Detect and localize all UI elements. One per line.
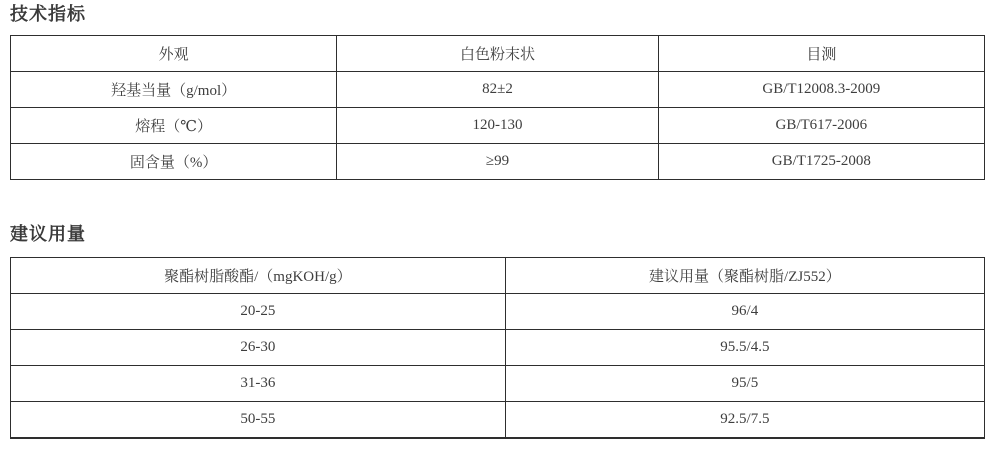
table-cell-ratio: 95.5/4.5 — [505, 330, 984, 366]
technical-specs-heading: 技术指标 — [10, 4, 86, 24]
table-cell-method: GB/T12008.3-2009 — [658, 72, 984, 108]
table-header-row — [11, 258, 985, 294]
table-row — [11, 366, 985, 402]
table-cell-property: 羟基当量（g/mol） — [11, 72, 337, 108]
table-row — [11, 330, 985, 366]
table-cell-value: ≥99 — [337, 144, 658, 180]
column-header-dosage: 建议用量（聚酯树脂/ZJ552） — [505, 258, 984, 294]
table-row — [11, 402, 985, 438]
table-row — [11, 72, 985, 108]
table-cell-property: 熔程（℃） — [11, 108, 337, 144]
table-row — [11, 144, 985, 180]
table-row — [11, 36, 985, 72]
technical-specs-table — [10, 35, 985, 180]
table-cell-ratio: 92.5/7.5 — [505, 402, 984, 438]
table-cell-ratio: 96/4 — [505, 294, 984, 330]
table-cell-property: 固含量（%） — [11, 144, 337, 180]
table-cell-property: 外观 — [11, 36, 337, 72]
table-cell-range: 50-55 — [11, 402, 506, 438]
table-cell-value: 白色粉末状 — [337, 36, 658, 72]
table-cell-ratio: 95/5 — [505, 366, 984, 402]
recommended-dosage-heading: 建议用量 — [10, 224, 86, 244]
column-header-acid-value: 聚酯树脂酸酯/（mgKOH/g） — [11, 258, 506, 294]
table-cell-range: 31-36 — [11, 366, 506, 402]
table-cell-method: GB/T617-2006 — [658, 108, 984, 144]
table-cell-range: 20-25 — [11, 294, 506, 330]
table-row — [11, 294, 985, 330]
recommended-dosage-table — [10, 257, 985, 439]
table-cell-value: 82±2 — [337, 72, 658, 108]
table-cell-method: GB/T1725-2008 — [658, 144, 984, 180]
table-row — [11, 108, 985, 144]
table-cell-method: 目测 — [658, 36, 984, 72]
table-cell-value: 120-130 — [337, 108, 658, 144]
table-cell-range: 26-30 — [11, 330, 506, 366]
